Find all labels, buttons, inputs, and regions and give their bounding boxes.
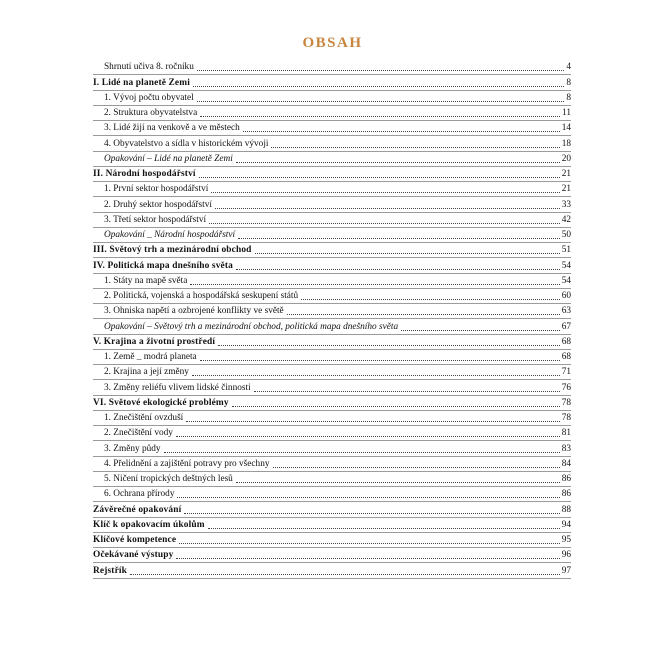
toc-chapter-row [93, 502, 571, 517]
toc-entry-row [93, 380, 571, 395]
toc-page-number: 51 [561, 245, 571, 256]
dot-leader [209, 222, 560, 224]
dot-leader [208, 527, 560, 529]
dot-leader [200, 115, 560, 117]
dot-leader [301, 298, 560, 300]
toc-page-number: 86 [561, 474, 571, 484]
toc-entry-row [93, 182, 571, 197]
toc-entry-label: 2. Struktura obyvatelstva [104, 108, 198, 118]
dot-leader [186, 420, 559, 422]
toc-entry-label: VI. Světové ekologické problémy [93, 397, 229, 408]
dot-leader [401, 329, 560, 331]
dot-leader [164, 451, 560, 453]
toc-entry-row [93, 106, 571, 121]
toc-entry-row [93, 228, 571, 243]
dot-leader [255, 252, 560, 254]
toc-chapter-row [93, 533, 571, 548]
dot-leader [176, 557, 559, 559]
toc-entry-row [93, 274, 571, 289]
toc-entry-label: Opakování – Lidé na planetě Zemi [104, 153, 233, 164]
toc-entry-label: 3. Změny reliéfu vlivem lidské činnosti [104, 382, 251, 393]
toc-entry-label: Klíč k opakovacím úkolům [93, 519, 205, 530]
toc-entry-label: 1. Znečištění ovzduší [104, 413, 184, 423]
toc-entry-label: IV. Politická mapa dnešního světa [93, 260, 233, 271]
dot-leader [199, 176, 560, 178]
toc-entry-label: Rejstřík [93, 565, 128, 576]
dot-leader [215, 207, 560, 209]
dot-leader [287, 313, 560, 315]
toc-entry-label: 1. Vývoj počtu obyvatel [104, 92, 194, 103]
toc-entry-label: 6. Ochrana přírody [104, 489, 175, 500]
toc-entry-label: Shrnutí učiva 8. ročníku [104, 62, 194, 73]
dot-leader [238, 237, 560, 239]
toc-entry-label: 3. Ohniska napětí a ozbrojené konflikty ve světě [104, 306, 284, 317]
page-title: OBSAH [302, 35, 363, 51]
toc-page-number: 78 [561, 413, 571, 423]
toc-page-number: 18 [561, 138, 571, 149]
toc-chapter-row [93, 563, 571, 578]
dot-leader [236, 161, 560, 163]
toc-page-number: 11 [562, 108, 571, 118]
toc-entry-label: 3. Lidé žijí na venkově a ve městech [104, 123, 240, 134]
toc-chapter-row [93, 335, 571, 350]
toc-page-number: 8 [566, 77, 571, 88]
toc-entry-row [93, 487, 571, 502]
toc-entry-label: 3. Změny půdy [104, 443, 161, 454]
toc-entry-label: V. Krajina a životní prostředí [93, 336, 216, 347]
toc-page-number: 86 [561, 489, 571, 500]
toc-chapter-row [93, 518, 571, 533]
dot-leader [184, 512, 559, 514]
toc-page-number: 84 [561, 458, 571, 469]
toc-page-number: 54 [561, 275, 571, 286]
dot-leader [176, 435, 560, 437]
toc-entry-row [93, 426, 571, 441]
toc-page-number: 96 [561, 550, 571, 561]
toc-entry-row [93, 319, 571, 334]
toc-page-number: 83 [561, 443, 571, 454]
toc-chapter-row [93, 167, 571, 182]
toc-entry-label: 3. Třetí sektor hospodářství [104, 214, 207, 225]
dot-leader [271, 146, 559, 148]
toc-entry-row [93, 121, 571, 136]
toc-entry-row [93, 365, 571, 380]
dot-leader [193, 85, 564, 87]
toc-entry-row [93, 152, 571, 167]
toc-page-number: 81 [561, 428, 571, 439]
toc-entry-label: 4. Přelidnění a zajištění potravy pro všechny [104, 458, 270, 469]
toc-entry-row [93, 289, 571, 304]
toc-entry-label: 2. Druhý sektor hospodářství [104, 199, 212, 210]
toc-page-number: 60 [561, 291, 571, 301]
toc-entry-label: 5. Ničení tropických deštných lesů [104, 474, 233, 484]
toc-entry-label: 1. Státy na mapě světa [104, 275, 188, 286]
dot-leader [211, 191, 559, 193]
toc-entry-row [93, 136, 571, 151]
dot-leader [190, 283, 559, 285]
dot-leader [232, 405, 560, 407]
dot-leader [192, 374, 560, 376]
toc-page-number: 42 [561, 214, 571, 225]
toc-entry-label: 1. První sektor hospodářství [104, 184, 209, 195]
toc-page-number: 54 [561, 260, 571, 271]
toc-page-number: 78 [561, 397, 571, 408]
table-of-contents [93, 60, 571, 579]
toc-entry-label: Opakování – Světový trh a mezinárodní obchod, politická mapa dnešního světa [104, 321, 399, 332]
toc-entry-label: II. Národní hospodářství [93, 169, 196, 179]
toc-page-number: 68 [561, 336, 571, 347]
dot-leader [179, 542, 560, 544]
dot-leader [236, 268, 560, 270]
toc-page-number: 88 [561, 504, 571, 515]
dot-leader [177, 496, 559, 498]
toc-page-number: 50 [561, 230, 571, 240]
dot-leader [243, 130, 560, 132]
toc-page-number: 63 [561, 306, 571, 317]
toc-page-number: 95 [561, 535, 571, 545]
toc-entry-row [93, 472, 571, 487]
dot-leader [236, 481, 560, 483]
toc-page-number: 4 [566, 62, 571, 73]
toc-page-number: 97 [561, 565, 571, 576]
toc-entry-label: 4. Obyvatelstvo a sídla v historickém vývoji [104, 138, 269, 149]
toc-chapter-row [93, 75, 571, 90]
toc-page-number: 33 [561, 199, 571, 210]
toc-page-number: 71 [561, 367, 571, 378]
dot-leader [197, 100, 565, 102]
toc-page-number: 21 [561, 184, 571, 195]
toc-chapter-row [93, 258, 571, 273]
toc-page-number: 76 [561, 382, 571, 393]
toc-chapter-row [93, 243, 571, 258]
toc-entry-row [93, 457, 571, 472]
toc-entry-label: III. Světový trh a mezinárodní obchod [93, 245, 252, 256]
dot-leader [200, 359, 560, 361]
toc-entry-label: 1. Země _ modrá planeta [104, 352, 197, 362]
toc-page-number: 14 [561, 123, 571, 134]
dot-leader [254, 390, 560, 392]
toc-entry-label: Opakování _ Národní hospodářství [104, 230, 236, 240]
toc-entry-label: Klíčové kompetence [93, 535, 177, 545]
toc-entry-row [93, 213, 571, 228]
toc-entry-row [93, 60, 571, 75]
toc-entry-row [93, 350, 571, 365]
toc-entry-label: Závěrečné opakování [93, 504, 182, 515]
toc-entry-label: 2. Krajina a její změny [104, 367, 189, 378]
toc-page-number: 68 [561, 352, 571, 362]
toc-entry-row [93, 197, 571, 212]
toc-page-number: 67 [561, 321, 571, 332]
dot-leader [273, 466, 560, 468]
toc-entry-label: Očekávané výstupy [93, 550, 174, 561]
dot-leader [130, 573, 560, 575]
toc-entry-label: I. Lidé na planetě Zemi [93, 77, 190, 88]
toc-entry-row [93, 411, 571, 426]
toc-page-number: 8 [566, 92, 571, 103]
toc-entry-row [93, 91, 571, 106]
toc-chapter-row [93, 548, 571, 563]
toc-page-number: 21 [561, 169, 571, 179]
dot-leader [197, 69, 564, 71]
toc-entry-label: 2. Politická, vojenská a hospodářská seskupení států [104, 291, 299, 301]
toc-entry-label: 2. Znečištění vody [104, 428, 173, 439]
toc-entry-row [93, 304, 571, 319]
toc-page-number: 20 [561, 153, 571, 164]
toc-entry-row [93, 441, 571, 456]
dot-leader [218, 344, 560, 346]
toc-chapter-row [93, 396, 571, 411]
toc-page-number: 94 [561, 519, 571, 530]
